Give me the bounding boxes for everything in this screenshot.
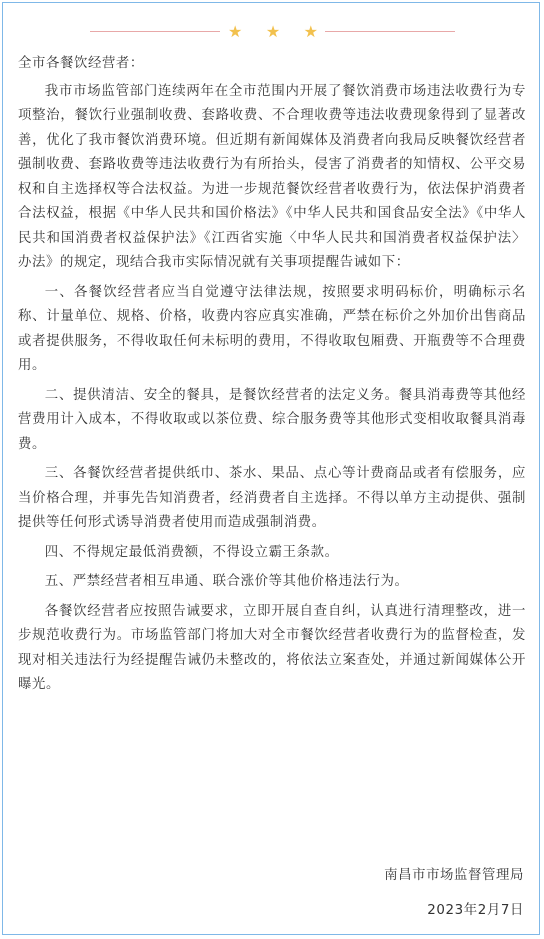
salutation: 全市各餐饮经营者： bbox=[18, 56, 144, 71]
letter-body bbox=[18, 52, 526, 698]
star-icon: ★ bbox=[303, 22, 318, 41]
item-paragraph-2: 二、提供清洁、安全的餐具，是餐饮经营者的法定义务。餐具消毒费等其他经营费用计入成本，不得收取或以茶位费、综合服务费等其他形式变相收取餐具消毒费。 bbox=[18, 387, 526, 452]
signature-org: 南昌市市场监督管理局 bbox=[384, 868, 524, 883]
intro-paragraph: 我市市场监管部门连续两年在全市范围内开展了餐饮消费市场违法收费行为专项整治，餐饮行业强制收费、套路收费、不合理收费等违法收费现象得到了显著改善，优化了我市餐饮消费环境。但近期有新闻媒体及消费者向我局反映餐饮经营者强制收费、套路收费等违法收费行为有所抬头，侵害了消费者的知情权、公平交易权和自主选择权等合法权益。为进一步规范餐饮经营者收费行为，依法保护消费者合法权益，根据《中华人民共和国价格法》《中华人民共和国食品安全法》《中华人民共和国消费者权益保护法》《江西省实施〈中华人民共和国消费者权益保护法〉办法》的规定，现结合我市实际情况就有关事项提醒告诫如下： bbox=[18, 83, 526, 270]
header-decoration bbox=[0, 22, 544, 42]
decor-stars bbox=[228, 22, 318, 42]
item-paragraph-5: 五、严禁经营者相互串通、联合涨价等其他价格违法行为。 bbox=[44, 574, 409, 589]
star-icon: ★ bbox=[265, 22, 281, 41]
item-paragraph-1: 一、各餐饮经营者应当自觉遵守法律法规，按照要求明码标价，明确标示名称、计量单位、规格、价格，收费内容应真实准确，严禁在标价之外加价出售商品或者提供服务，不得收取任何未标明的费用，不得收取包厢费、开瓶费等不合理费用。 bbox=[18, 284, 526, 373]
item-paragraph-4: 四、不得规定最低消费额，不得设立霸王条款。 bbox=[44, 544, 339, 560]
star-icon: ★ bbox=[228, 22, 243, 41]
decor-line-right bbox=[325, 31, 455, 32]
closing-paragraph: 各餐饮经营者应按照告诫要求，立即开展自查自纠，认真进行清理整改，进一步规范收费行为。市场监管部门将加大对全市餐饮经营者收费行为的监督检查，发现对相关违法行为经提醒告诫仍未整改的，将依法立案查处，并通过新闻媒体公开曝光。 bbox=[18, 603, 526, 692]
decor-line-left bbox=[90, 31, 220, 32]
signature-block bbox=[384, 864, 524, 923]
item-paragraph-3: 三、各餐饮经营者提供纸巾、茶水、果品、点心等计费商品或者有偿服务，应当价格合理，并事先告知消费者，经消费者自主选择。不得以单方主动提供、强制提供等任何形式诱导消费者使用而造成强制消费。 bbox=[18, 466, 526, 530]
signature-date: 2023年2月7日 bbox=[427, 902, 524, 918]
